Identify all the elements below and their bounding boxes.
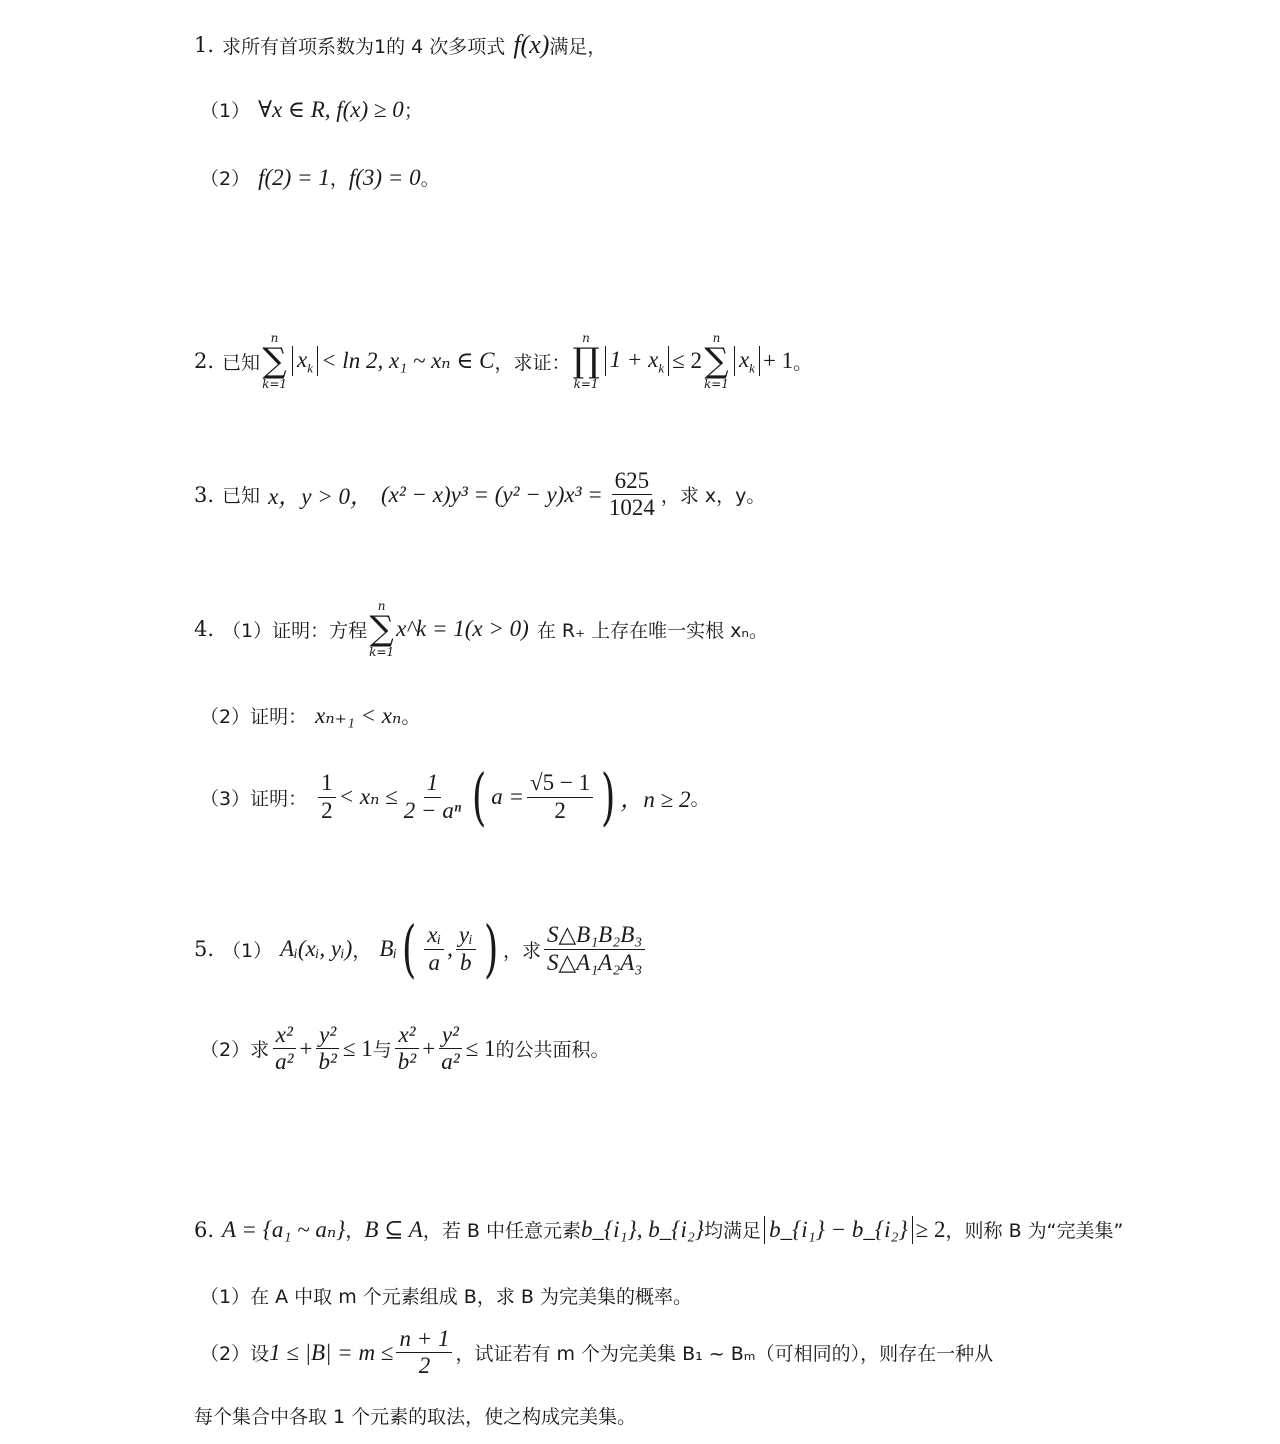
condition: x，y > 0， [268, 484, 373, 510]
left-paren: ( [401, 912, 417, 985]
part-label: （2） [200, 1039, 251, 1062]
right-paren: ) [600, 760, 616, 833]
prod-lower: k=1 [573, 377, 599, 391]
numerator: y² [439, 1022, 462, 1049]
math-expression: f(2) = 1 [258, 164, 330, 190]
given-label: 已知 [222, 485, 261, 508]
problem-4-part-1 [194, 600, 768, 658]
numerator: 625 [612, 468, 653, 495]
fraction-n-plus-1-over-2 [396, 1326, 452, 1380]
part-end: ； [403, 100, 423, 122]
and: 与 [372, 1039, 392, 1062]
numerator: y² [316, 1022, 339, 1049]
def-text: ，若 B 中任意元素 [422, 1220, 581, 1243]
numerator: S△B₁B₂B₃ [544, 922, 645, 949]
condition: < ln 2, x₁ ~ xₙ ∈ C [321, 348, 495, 373]
condition: ，n ≥ 2 [620, 786, 691, 812]
a-def: a = [491, 784, 525, 809]
numerator: x² [273, 1022, 296, 1049]
denominator: b² [397, 1049, 417, 1075]
numerator: xᵢ [424, 922, 444, 949]
ask: ，求 [502, 939, 541, 962]
denominator: 1024 [608, 495, 655, 521]
sum-lower: k=1 [262, 377, 288, 391]
problem-text-end: 满足， [549, 35, 607, 58]
fraction-golden [527, 770, 593, 824]
given-label: 已知 [222, 351, 261, 374]
def-text: ，则称 B 为“完美集” [945, 1220, 1124, 1243]
math-expression: f(3) = 0 [348, 164, 421, 190]
fraction [272, 1022, 296, 1076]
equation: (x² − x)y³ = (y² − y)x³ = [381, 481, 603, 507]
part-text: 在 A 中取 m 个元素组成 B，求 B 为完美集的概率。 [250, 1286, 692, 1308]
prefix: 证明： [250, 787, 308, 810]
denominator: 2 [418, 1353, 431, 1379]
sum-upper: n [377, 599, 386, 613]
part-label: （1） [222, 619, 273, 642]
part-label: （2） [200, 706, 251, 728]
problem-1-part-1 [200, 96, 423, 123]
summation [369, 600, 394, 658]
part-end: 。 [420, 168, 440, 190]
problem-3-statement [194, 468, 765, 522]
numerator: √5 − 1 [527, 770, 593, 797]
prove-label: ，求证： [494, 351, 571, 374]
numerator: 1 [318, 770, 336, 797]
problem-number: 5. [194, 937, 215, 961]
problem-5-part-1: 5. （1） Aᵢ(xᵢ, yᵢ) ， Bᵢ ( $\frac{\text{xᵢ}}{a}$ , $\frac{\text{yᵢ}}{b}$ ) ，求 $\frac{\text{S△B₁B₂B₃}}{\text{S△A₁A₂A₃}}$ [194, 918, 648, 980]
sigma-icon: ∑ [369, 609, 394, 649]
left-paren: ( [471, 760, 487, 833]
abs-difference: b_{i₁} − b_{i₂} [764, 1216, 913, 1244]
problem-4-part-3 [200, 760, 710, 833]
pre: 设 [250, 1343, 270, 1366]
pi-product-icon: ∏ [572, 341, 600, 381]
point-B: Bᵢ [379, 936, 398, 961]
abs-1-plus-xk: $1 + x_k$ [605, 346, 670, 376]
denominator: a² [275, 1049, 294, 1075]
end: 。 [401, 706, 421, 728]
denominator: 2 [321, 797, 333, 823]
denominator: S△A₁A₂A₃ [546, 949, 643, 975]
sum-lower: k=1 [369, 645, 395, 659]
problem-2-statement [194, 332, 812, 390]
ask: ，求 x，y。 [660, 485, 766, 508]
fraction-y-over-b [456, 922, 476, 976]
ineq: ≤ 1 [342, 1035, 373, 1061]
problem-6-definition [194, 1216, 1123, 1244]
prefix: 证明： [250, 706, 308, 728]
denominator: a [428, 949, 440, 975]
sum-upper: n [270, 331, 279, 345]
abs-xk: $x_k$ [292, 346, 318, 376]
part-text: ，试证若有 m 个为完美集 B₁ ~ Bₘ（可相同的），则存在一种从 [455, 1343, 994, 1366]
part-text-continued: 每个集合中各取 1 个元素的取法，使之构成完美集。 [194, 1406, 637, 1428]
ask: 求 [250, 1039, 270, 1062]
suffix: 在 R₊ 上存在唯一实根 xₙ [536, 619, 749, 642]
fraction [438, 1022, 462, 1076]
rhs: ≤ 2 [672, 348, 702, 373]
problem-number: 3. [194, 482, 215, 507]
problem-6-part-2-continued [194, 1402, 636, 1429]
separator: ， [352, 939, 372, 962]
denominator: b [460, 949, 472, 975]
problem-6-part-1 [200, 1282, 692, 1309]
fraction-x-over-a [424, 922, 444, 976]
numerator: 1 [424, 770, 442, 797]
condition: 1 ≤ |B| = m ≤ [269, 1339, 394, 1365]
part-label: （1） [200, 1286, 251, 1308]
def-A: A = {a₁ ~ aₙ} [222, 1216, 346, 1242]
problem-5-part-2: （2） 求 $\frac{\text{x²}}{\text{a²}}$ + $\frac{\text{y²}}{\text{b²}}$ ≤ 1 与 $\frac{\text{x²}}{\text{b²}}$ + $\frac{\text{y²}}{\text{a²}}$ ≤ 1 的公共面积。 [200, 1022, 610, 1075]
right-paren: ) [483, 912, 499, 985]
abs-xk: $x_k$ [734, 346, 760, 376]
problem-number: 2. [194, 349, 215, 373]
part-label: （1） [200, 100, 251, 122]
end: 的公共面积。 [495, 1039, 610, 1062]
tail: + 1 [762, 348, 794, 373]
prefix: 证明：方程 [272, 619, 368, 642]
denominator: b² [318, 1049, 337, 1075]
summation [704, 332, 729, 390]
math-expression: ∀x ∈ R, f(x) ≥ 0 [258, 96, 404, 122]
condition: ≥ 2 [915, 1216, 946, 1242]
part-label: （2） [200, 168, 251, 190]
end: 。 [749, 619, 769, 642]
equation: x^k = 1(x > 0) [396, 616, 529, 641]
def-B: B ⊆ A [364, 1216, 423, 1242]
end: 。 [690, 787, 710, 810]
problem-number: 4. [194, 617, 215, 641]
point-A: Aᵢ(xᵢ, yᵢ) [280, 936, 353, 961]
end: 。 [793, 351, 813, 374]
part-label: （1） [222, 939, 273, 962]
problem-text: 求所有首项系数为1的 4 次多项式 [222, 35, 506, 58]
math-fx: f(x) [513, 30, 550, 59]
sigma-icon: ∑ [704, 341, 729, 381]
fraction [395, 1022, 419, 1076]
problem-number: 6. [194, 1217, 215, 1242]
problem-6-part-2 [200, 1326, 993, 1380]
part-label: （3） [200, 787, 251, 810]
problem-4-part-2 [200, 702, 420, 729]
numerator: yᵢ [456, 922, 476, 949]
fraction-one-half [318, 770, 336, 824]
fraction [316, 1022, 340, 1076]
fraction-upper-bound [401, 770, 464, 824]
problem-1-statement [194, 30, 606, 60]
separator: ， [345, 1220, 365, 1243]
sigma-icon: ∑ [262, 341, 287, 381]
part-label: （2） [200, 1343, 251, 1366]
problem-number: 1. [194, 33, 215, 57]
ineq: ≤ 1 [465, 1035, 496, 1061]
separator: ， [329, 168, 349, 190]
denominator: a² [441, 1049, 460, 1075]
numerator: x² [395, 1022, 418, 1049]
product [573, 332, 600, 390]
fraction-area-ratio [544, 922, 645, 976]
fraction-625-1024 [606, 468, 658, 522]
summation [262, 332, 287, 390]
denominator: 2 − aⁿ [403, 797, 462, 823]
sum-lower: k=1 [703, 377, 729, 391]
numerator: n + 1 [396, 1326, 452, 1353]
elements: b_{i₁}, b_{i₂} [580, 1216, 705, 1242]
def-text: 均满足 [704, 1220, 762, 1243]
math-expression: xₙ₊₁ < xₙ [315, 702, 402, 728]
denominator: 2 [554, 797, 566, 823]
problem-1-part-2 [200, 164, 440, 191]
mid: < xₙ ≤ [338, 784, 398, 809]
sum-upper: n [712, 331, 721, 345]
prod-upper: n [582, 331, 590, 345]
